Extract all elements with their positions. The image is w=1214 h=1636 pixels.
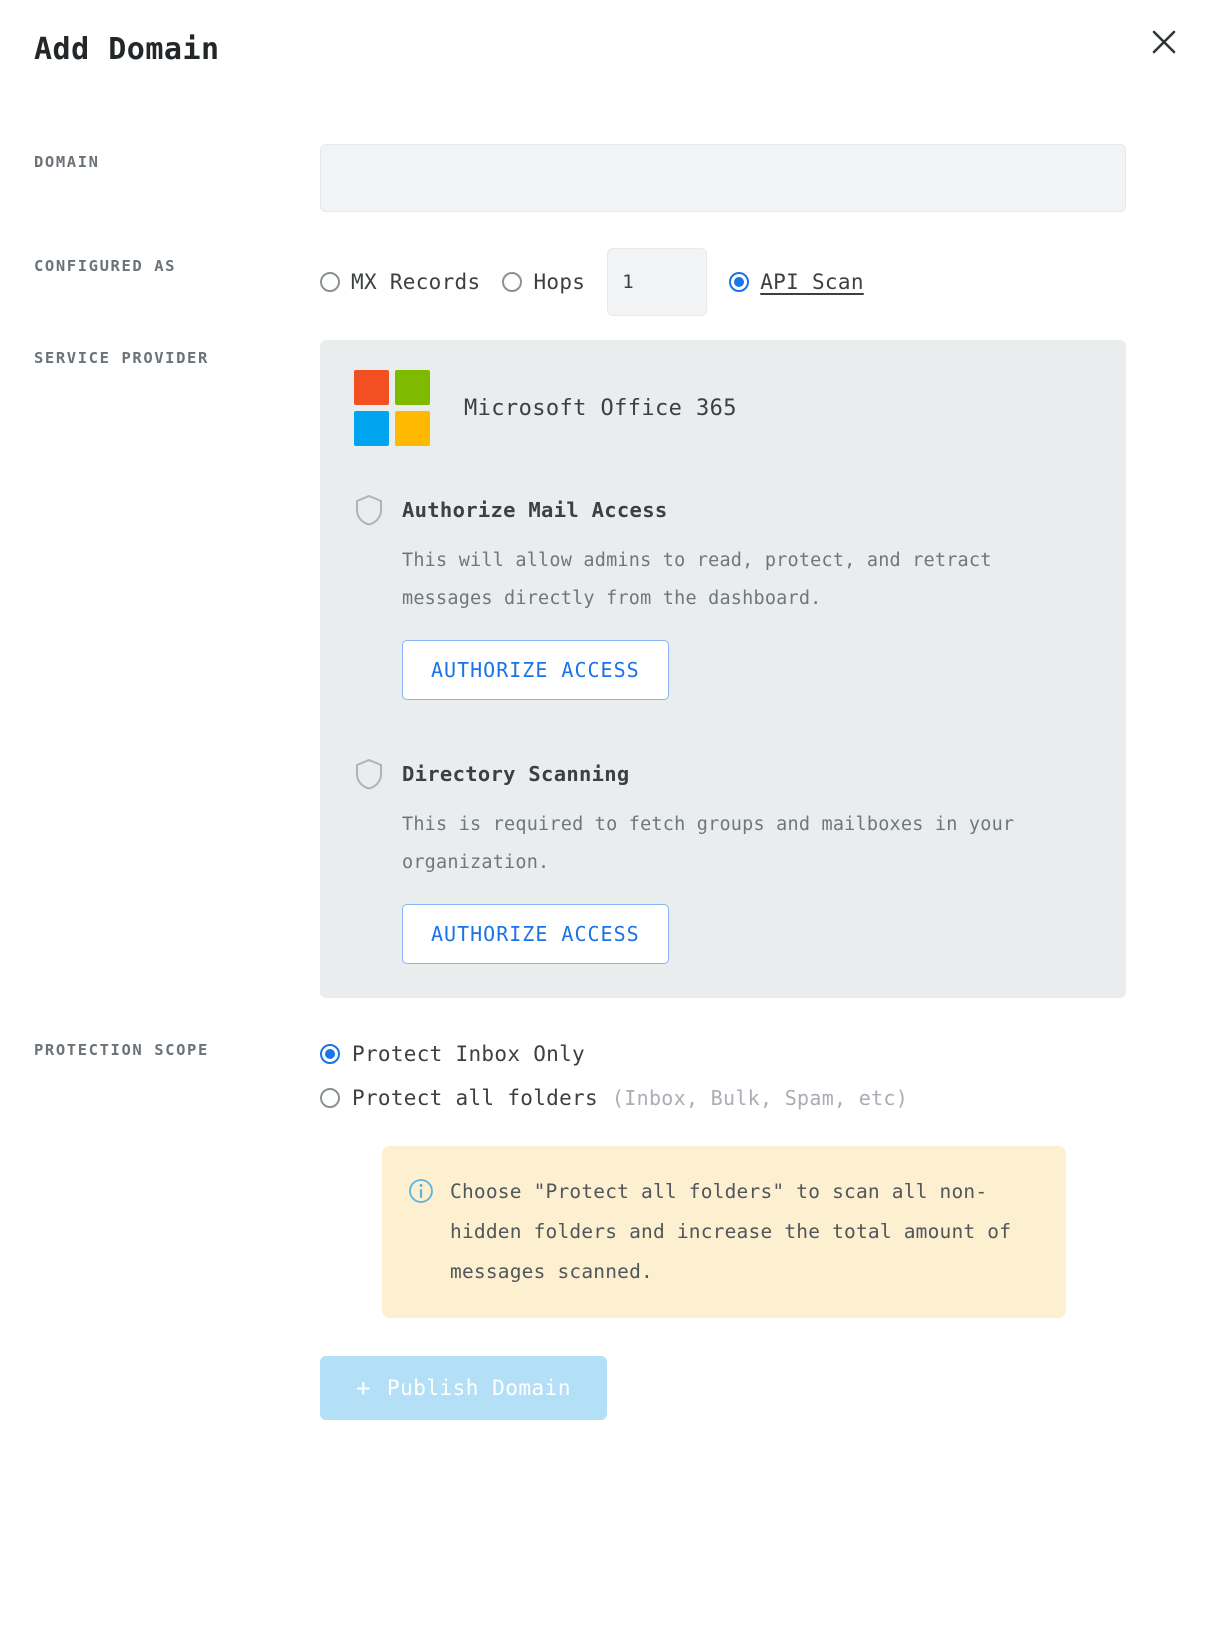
directory-scanning-authorize-button[interactable]: AUTHORIZE ACCESS xyxy=(402,904,669,964)
plus-icon: + xyxy=(356,1374,371,1402)
directory-scanning-title: Directory Scanning xyxy=(402,762,630,786)
directory-scanning-block xyxy=(320,758,1126,964)
protection-scope-field xyxy=(320,1032,1180,1318)
protection-scope-info-text: Choose "Protect all folders" to scan all non-hidden folders and increase the total amount of messages scanned. xyxy=(450,1180,1012,1283)
radio-label-protect-inbox-only: Protect Inbox Only xyxy=(352,1042,585,1066)
close-icon[interactable] xyxy=(1142,20,1186,64)
microsoft-logo-icon xyxy=(354,370,430,446)
authorize-mail-access-description: This will allow admins to read, protect, and retract messages directly from the dashboard. xyxy=(402,550,992,609)
dialog-header xyxy=(0,0,1214,100)
protection-scope-label: PROTECTION SCOPE xyxy=(34,1041,209,1059)
radio-option-protect-all-folders[interactable] xyxy=(320,1076,1180,1120)
protection-scope-row xyxy=(0,1032,1214,1318)
radio-protect-all-folders[interactable] xyxy=(320,1088,340,1108)
radio-mx-records[interactable] xyxy=(320,272,340,292)
configured-as-options xyxy=(320,248,1180,316)
service-provider-field xyxy=(320,340,1180,998)
radio-option-hops[interactable] xyxy=(502,270,585,294)
hops-input[interactable] xyxy=(607,248,707,316)
radio-option-protect-inbox-only[interactable] xyxy=(320,1032,1180,1076)
publish-domain-button[interactable] xyxy=(320,1356,607,1420)
radio-label-protect-all-folders: Protect all folders xyxy=(352,1086,598,1110)
radio-protect-inbox-only[interactable] xyxy=(320,1044,340,1064)
configured-as-field xyxy=(320,248,1180,316)
radio-label-mx-records: MX Records xyxy=(351,270,481,294)
domain-input[interactable] xyxy=(320,144,1126,212)
provider-header xyxy=(320,370,1126,446)
close-icon-glyph xyxy=(1149,27,1179,57)
service-provider-row xyxy=(0,340,1214,998)
radio-option-api-scan[interactable] xyxy=(729,270,864,294)
info-icon xyxy=(408,1178,434,1204)
protection-scope-info-box xyxy=(382,1146,1066,1318)
directory-scanning-description: This is required to fetch groups and mailboxes in your organization. xyxy=(402,814,1015,873)
configured-as-row xyxy=(0,248,1214,316)
shield-icon xyxy=(354,758,384,790)
radio-label-hops: Hops xyxy=(533,270,586,294)
authorize-mail-access-button[interactable]: AUTHORIZE ACCESS xyxy=(402,640,669,700)
publish-domain-label: Publish Domain xyxy=(386,1376,571,1400)
radio-label-api-scan: API Scan xyxy=(760,270,864,294)
authorize-mail-access-title: Authorize Mail Access xyxy=(402,498,668,522)
directory-scanning-header xyxy=(354,758,1092,790)
service-provider-label: SERVICE PROVIDER xyxy=(34,349,209,367)
shield-icon xyxy=(354,494,384,526)
domain-row xyxy=(0,144,1214,212)
radio-hops[interactable] xyxy=(502,272,522,292)
authorize-mail-access-block xyxy=(320,494,1126,700)
domain-field-wrap xyxy=(320,144,1180,212)
radio-option-mx-records[interactable] xyxy=(320,270,480,294)
domain-label: DOMAIN xyxy=(34,153,100,171)
radio-api-scan[interactable] xyxy=(729,272,749,292)
protect-all-folders-note: (Inbox, Bulk, Spam, etc) xyxy=(611,1086,909,1110)
authorize-mail-access-header xyxy=(354,494,1092,526)
service-provider-panel xyxy=(320,340,1126,998)
configured-as-label: CONFIGURED AS xyxy=(34,257,177,275)
page-title: Add Domain xyxy=(34,32,220,67)
provider-name: Microsoft Office 365 xyxy=(464,395,737,421)
dialog-footer xyxy=(0,1356,1214,1420)
